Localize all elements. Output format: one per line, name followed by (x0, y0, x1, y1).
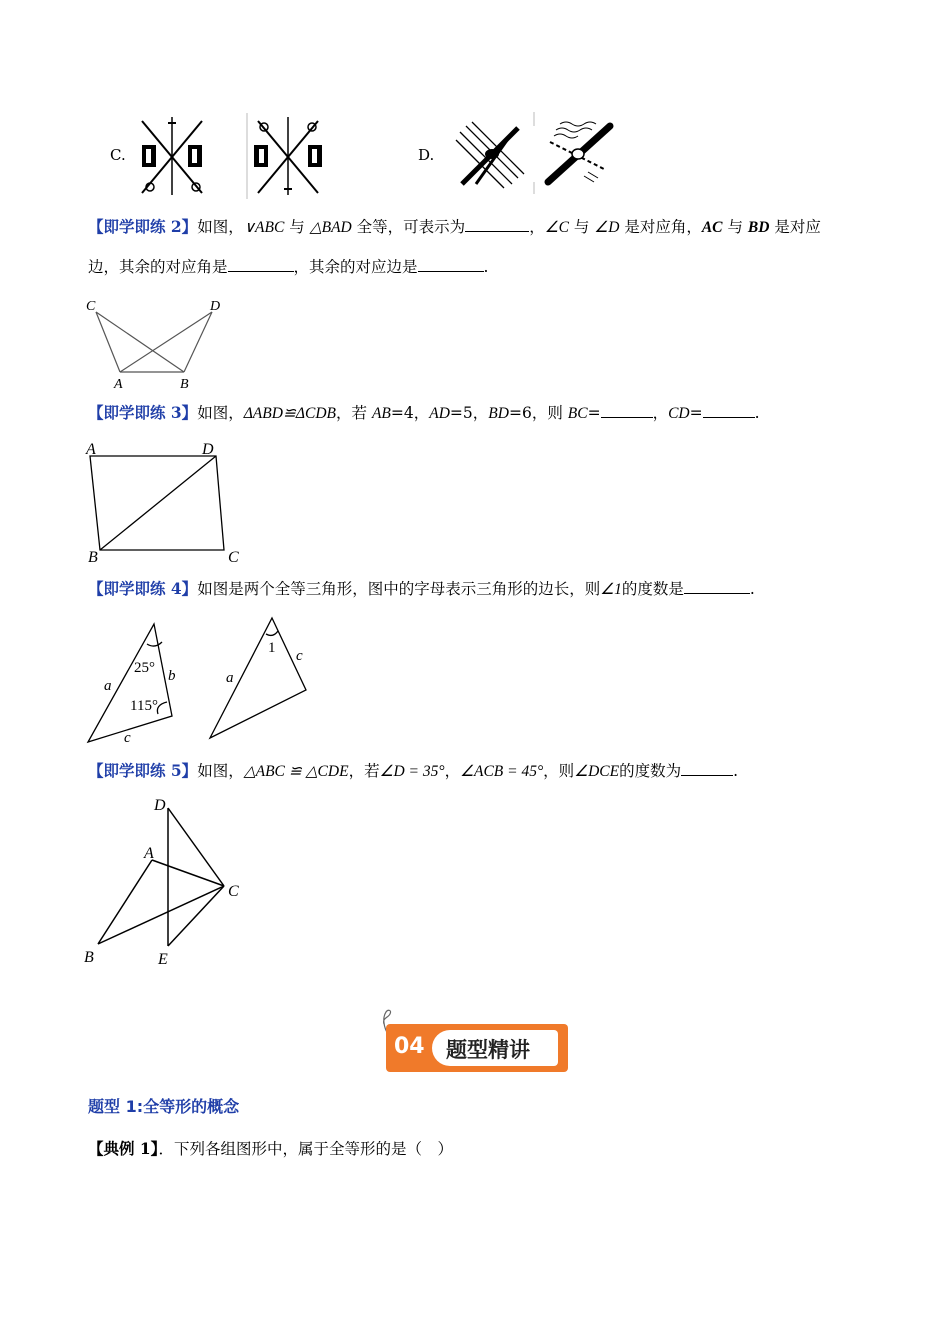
example-1-tag: 【典例 1】 (88, 1139, 159, 1158)
answer-blank[interactable] (703, 402, 755, 418)
text: = (689, 404, 703, 422)
text: 边，其余的对应角是 (88, 258, 228, 276)
math: △ABC ≌ △CDE (243, 763, 349, 780)
text: 如图， (197, 762, 244, 780)
text: 的度数是 (621, 580, 684, 598)
text: . (749, 580, 755, 598)
right-side-c: c (296, 648, 303, 664)
label-c: C (228, 549, 239, 566)
text: 的度数为 (619, 762, 682, 780)
option-d-figure-1 (452, 118, 528, 192)
option-d-figure-2 (532, 112, 618, 194)
exercise-4-figure (84, 614, 324, 750)
label-b: B (84, 949, 94, 966)
text: 如图是两个全等三角形，图中的字母表示三角形的边长，则 (197, 580, 601, 598)
label-c: C (228, 883, 239, 900)
text: =4， (390, 404, 430, 422)
exercise-2-line-1 (88, 216, 821, 239)
answer-blank[interactable] (418, 256, 484, 272)
answer-blank[interactable] (465, 216, 529, 232)
angle-115: 115° (130, 698, 158, 714)
exercise-5-figure (82, 794, 252, 970)
text: ， (444, 762, 461, 780)
example-1-line (88, 1138, 453, 1160)
exercise-3-line (88, 402, 760, 425)
exercise-3-tag: 【即学即练 3】 (88, 403, 198, 422)
math: ∠ACB = 45° (460, 763, 544, 780)
example-1-text: ．下列各组图形中，属于全等形的是（ ） (158, 1140, 453, 1158)
option-c-figure-1 (136, 113, 208, 199)
section-heading: 题型 1:全等形的概念 (88, 1097, 240, 1116)
text: 全等，可表示为 (351, 218, 466, 236)
text: = (587, 404, 601, 422)
text: 是对应 (769, 218, 821, 236)
label-a: A (114, 377, 123, 390)
text: . (733, 762, 739, 780)
math: CD (668, 405, 690, 422)
text: 如图， (197, 404, 244, 422)
label-c: C (86, 299, 96, 314)
text: ，若 (348, 762, 380, 780)
text: ，则 (543, 762, 575, 780)
exercise-5-tag: 【即学即练 5】 (88, 761, 198, 780)
badge-number: 04 (394, 1034, 425, 1059)
badge-title: 题型精讲 (446, 1038, 530, 1062)
label-d: D (210, 299, 221, 314)
label-b: B (180, 377, 189, 390)
label-e: E (158, 951, 168, 968)
exercise-4-tag: 【即学即练 4】 (88, 579, 198, 598)
math: ∠D (594, 219, 620, 236)
option-c-label: C. (110, 146, 126, 164)
label-a: A (144, 845, 154, 862)
answer-blank[interactable] (684, 578, 750, 594)
math: BD (488, 405, 509, 422)
label-b: B (88, 549, 98, 566)
text: 与 (284, 218, 310, 236)
angle-25: 25° (134, 660, 155, 676)
text: =6 (508, 404, 532, 422)
exercise-2-tag: 【即学即练 2】 (88, 217, 198, 236)
label-d: D (154, 797, 166, 814)
side-b: b (168, 668, 176, 684)
math: ∨ABC (243, 219, 285, 236)
text: ，其余的对应边是 (293, 258, 418, 276)
exercise-3-figure (84, 438, 248, 568)
exercise-2-line-2 (88, 256, 488, 278)
answer-blank[interactable] (681, 760, 733, 776)
right-side-a: a (226, 670, 234, 686)
text: ， (652, 404, 669, 422)
math: △BAD (309, 219, 352, 236)
text: 与 (568, 218, 595, 236)
math: AC (701, 219, 723, 236)
text: ，若 (336, 404, 372, 422)
text: ，则 (531, 404, 568, 422)
section-badge (386, 1024, 568, 1072)
side-c: c (124, 730, 131, 746)
math: BD (747, 219, 770, 236)
option-d-label: D. (418, 146, 435, 164)
math: ∠D = 35° (379, 763, 445, 780)
text: 与 (722, 218, 748, 236)
text: ， (529, 218, 545, 236)
exercise-2-figure (84, 294, 234, 390)
math: ∠C (544, 219, 569, 236)
label-d: D (202, 441, 214, 458)
math: ∠1 (600, 581, 622, 598)
side-a: a (104, 678, 112, 694)
exercise-4-line (88, 578, 755, 601)
math: ΔABD≌ΔCDB (243, 405, 337, 422)
math: AB (371, 405, 391, 422)
angle-1: 1 (268, 640, 276, 656)
text: . (754, 404, 760, 422)
math: BC (567, 405, 588, 422)
label-a: A (86, 441, 96, 458)
math: AD (429, 405, 450, 422)
math: ∠DCE (574, 763, 620, 780)
text: =5， (449, 404, 489, 422)
answer-blank[interactable] (228, 256, 294, 272)
text: . (483, 258, 489, 276)
text: 如图， (197, 218, 244, 236)
exercise-5-line (88, 760, 738, 783)
text: 是对应角， (619, 218, 702, 236)
answer-blank[interactable] (601, 402, 653, 418)
option-c-figure-2 (246, 113, 330, 199)
